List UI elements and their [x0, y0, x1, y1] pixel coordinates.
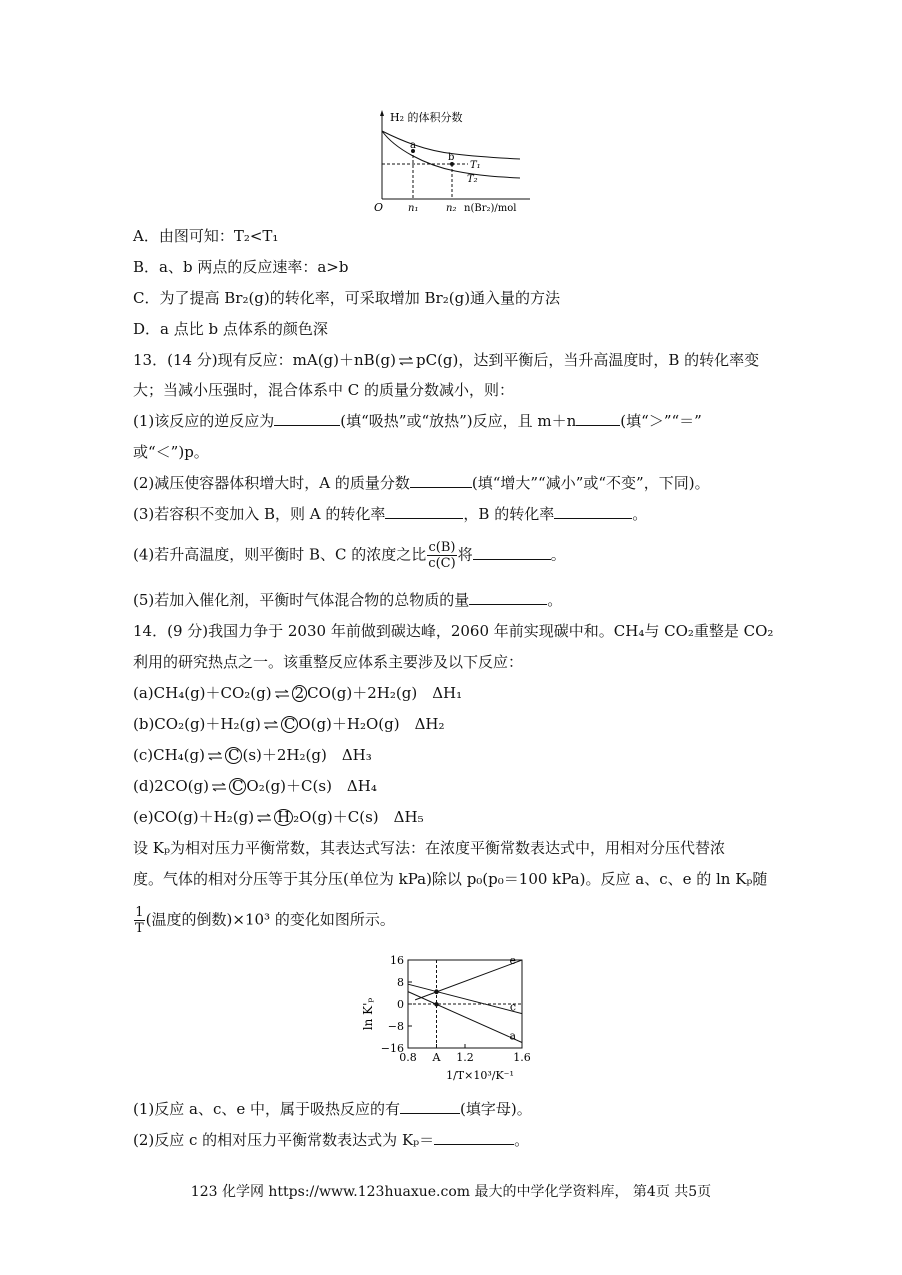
series-label-a: a [509, 1029, 516, 1043]
reaction-c-left: (c)CH₄(g) [133, 746, 205, 764]
kp-def-3-text: (温度的倒数)×10³ 的变化如图所示。 [145, 910, 395, 929]
fig1-n2: n₂ [446, 203, 457, 214]
q13-p4c: 。 [550, 545, 566, 564]
equilibrium-arrow-icon [263, 720, 279, 730]
answer-blank-8[interactable] [400, 1099, 460, 1114]
q13-p4b: 将 [457, 545, 473, 564]
option-c: C．为了提高 Br₂(g)的转化率，可采取增加 Br₂(g)通入量的方法 [133, 289, 561, 307]
series-point-a [434, 1002, 438, 1006]
x-tick-label: 0.8 [399, 1051, 417, 1064]
kp-def-2: 度。气体的相对分压等于其分压(单位为 kPa)除以 p₀(p₀＝100 kPa)。反应 a、c、e 的 ln Kₚ随 [133, 870, 768, 888]
reaction-d-left: (d)2CO(g) [133, 777, 209, 795]
equilibrium-arrow-icon [211, 782, 227, 792]
fraction-one-over-t [134, 905, 145, 936]
reaction-b-left: (b)CO₂(g)＋H₂(g) [133, 715, 261, 733]
q13-part3 [133, 504, 647, 524]
reaction-a [133, 683, 462, 703]
answer-blank-5[interactable] [554, 504, 632, 519]
option-a: A．由图可知：T₂<T₁ [133, 227, 279, 245]
x-tick-label: 1.6 [513, 1051, 531, 1064]
fig1-point-a: a [410, 140, 416, 151]
equilibrium-arrow-icon [256, 813, 272, 823]
y-tick-label: 0 [397, 998, 404, 1011]
q14-intro-2: 利用的研究热点之一。该重整反应体系主要涉及以下反应： [133, 653, 524, 671]
option-d: D．a 点比 b 点体系的颜色深 [133, 320, 328, 338]
reaction-b [133, 714, 445, 734]
fraction-cb-cc [427, 540, 456, 571]
reaction-c-right: (s)＋2H₂(g) ΔH₃ [242, 746, 372, 764]
q13-part4 [133, 540, 566, 571]
q13-part1 [133, 411, 702, 431]
q13-p2b: (填“增大”“减小”或“不变”，下同)。 [471, 474, 710, 492]
q14-p2b: 。 [514, 1131, 530, 1149]
q13-p4a: (4)若升高温度，则平衡时 B、C 的浓度之比 [133, 545, 427, 564]
circled-mark: H [274, 809, 293, 826]
answer-blank-1[interactable] [274, 411, 340, 426]
fig1-point-b: b [448, 152, 455, 163]
q14-intro-1: 14．(9 分)我国力争于 2030 年前做到碳达峰，2060 年前实现碳中和。CH₄与 CO₂重整是 CO₂ [133, 622, 774, 640]
fig1-ylabel: H₂ 的体积分数 [390, 111, 463, 124]
circled-mark: C [229, 778, 246, 795]
reaction-d-right: O₂(g)＋C(s) ΔH₄ [246, 777, 377, 795]
x-tick-label: 1.2 [456, 1051, 474, 1064]
reaction-e-right: ₂O(g)＋C(s) ΔH₅ [293, 808, 424, 826]
reaction-d [133, 776, 377, 796]
fig1-n1: n₁ [408, 203, 419, 214]
answer-blank-2[interactable] [576, 411, 620, 426]
series-label-c: c [509, 1000, 516, 1014]
kp-def-1: 设 Kₚ为相对压力平衡常数，其表达式写法：在浓度平衡常数表达式中，用相对分压代替浓 [133, 839, 725, 857]
answer-blank-9[interactable] [434, 1130, 514, 1145]
x-tick-label: A [432, 1051, 441, 1064]
fig1-origin: O [374, 201, 384, 214]
q13-p3c: 。 [632, 505, 648, 523]
y-tick-label: −8 [387, 1020, 404, 1033]
fraction-denominator: T [135, 921, 144, 936]
q14-p2a: (2)反应 c 的相对压力平衡常数表达式为 Kₚ＝ [133, 1131, 435, 1149]
equilibrium-arrow-icon [398, 356, 414, 366]
circled-mark: C [225, 747, 242, 764]
chart-ylabel: ln K'ₚ [361, 997, 375, 1031]
page-footer: 123 化学网 https://www.123huaxue.com 最大的中学化学资料库， 第4页 共5页 [190, 1184, 712, 1200]
equilibrium-arrow-icon [274, 689, 290, 699]
y-tick-label: −16 [380, 1042, 404, 1055]
q13-intro-2: 大；当减小压强时，混合体系中 C 的质量分数减小，则： [133, 381, 515, 399]
q13-p2a: (2)减压使容器体积增大时，A 的质量分数 [133, 474, 410, 492]
y-tick-label: 8 [397, 976, 404, 989]
q13-p1b: (填“吸热”或“放热”)反应，且 m＋n [340, 412, 577, 430]
q14-p1a: (1)反应 a、c、e 中，属于吸热反应的有 [133, 1100, 401, 1118]
equilibrium-arrow-icon [207, 751, 223, 761]
reaction-e-left: (e)CO(g)＋H₂(g) [133, 808, 255, 826]
y-tick-label: 16 [390, 954, 404, 967]
series-line-e [415, 960, 522, 1000]
fraction-numerator: 1 [135, 905, 144, 920]
fig1-t2: T₂ [467, 174, 478, 185]
q14-p1b: (填字母)。 [460, 1100, 532, 1118]
q13-p1c: (填“＞”“＝” [620, 412, 702, 430]
answer-blank-4[interactable] [385, 504, 463, 519]
reaction-e [133, 807, 424, 827]
option-b: B．a、b 两点的反应速率：a>b [133, 258, 349, 276]
answer-blank-3[interactable] [410, 473, 472, 488]
q13-p3b: ，B 的转化率 [463, 505, 555, 523]
lnkp-chart [350, 948, 555, 1088]
fraction-numerator: c(B) [428, 540, 456, 555]
kp-def-3 [133, 905, 395, 936]
q14-part1 [133, 1099, 532, 1119]
fig1-xlabel: n(Br₂)/mol [464, 203, 517, 214]
q13-p5b: 。 [547, 591, 563, 609]
circled-mark: 2 [292, 685, 308, 702]
q13-intro-1a: 13．(14 分)现有反应：mA(g)＋nB(g) [133, 351, 396, 369]
fig1-t1: T₁ [470, 160, 481, 171]
q13-part5 [133, 590, 562, 610]
series-label-e: e [509, 954, 516, 967]
fraction-denominator: c(C) [428, 556, 456, 571]
circled-mark: C [281, 716, 298, 733]
reaction-b-right: O(g)＋H₂O(g) ΔH₂ [298, 715, 445, 733]
q13-intro-1b: pC(g)，达到平衡后，当升高温度时，B 的转化率变 [416, 351, 760, 369]
q13-p3a: (3)若容积不变加入 B，则 A 的转化率 [133, 505, 386, 523]
q13-part2 [133, 473, 710, 493]
q13-p5a: (5)若加入催化剂，平衡时气体混合物的总物质的量 [133, 591, 470, 609]
q13-p1d: 或“＜”)p。 [133, 443, 209, 461]
reaction-c [133, 745, 372, 765]
answer-blank-7[interactable] [469, 590, 547, 605]
figure-h2-fraction [370, 105, 545, 217]
reaction-a-left: (a)CH₄(g)＋CO₂(g) [133, 684, 272, 702]
q13-p1a: (1)该反应的逆反应为 [133, 412, 275, 430]
q14-part2 [133, 1130, 529, 1150]
chart-xlabel: 1/T×10³/K⁻¹ [446, 1069, 514, 1082]
answer-blank-6[interactable] [473, 545, 551, 560]
series-point-c [434, 989, 438, 993]
reaction-a-right: CO(g)＋2H₂(g) ΔH₁ [307, 684, 463, 702]
q13-intro-line1 [133, 350, 759, 370]
